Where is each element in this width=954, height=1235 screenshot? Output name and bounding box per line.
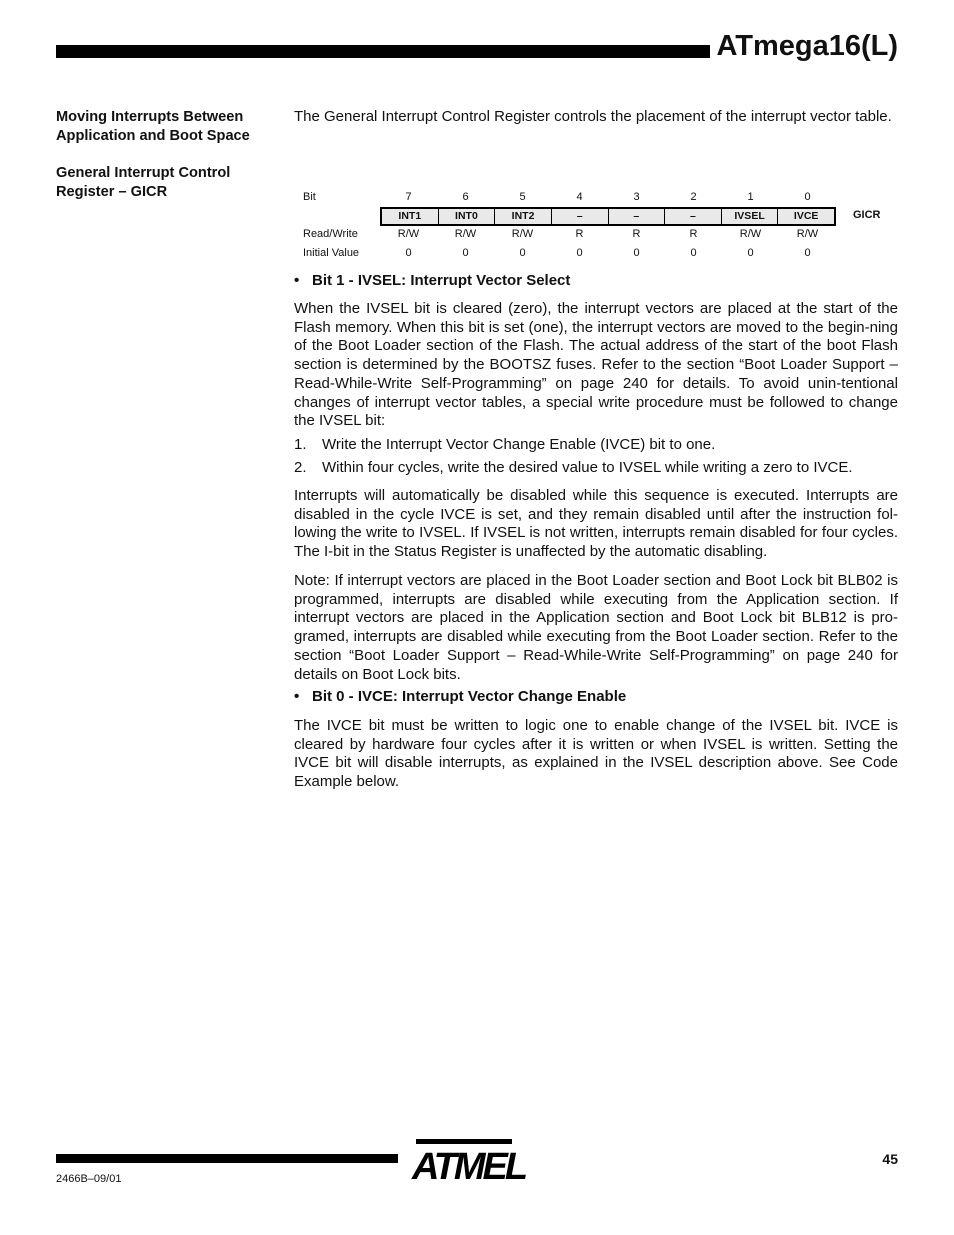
footer-rule: [56, 1154, 398, 1163]
bullet-ivsel: [294, 272, 570, 291]
bit-number: 3: [633, 191, 640, 203]
ivce-paragraph: The IVCE bit must be written to logic one to enable change of the IVSEL bit. IVCE is cleared by hardware four cycles after it is written or when IVSEL is written. Setting the IVCE bit will disable interrupts, as explained in the IVSEL description above. See Code Example below.: [294, 717, 898, 791]
bit-access: R: [689, 228, 698, 240]
note-paragraph: Note: If interrupt vectors are placed in the Boot Loader section and Boot Lock bit BLB02 is programmed, interrupts are disabled while executing from the Application section. If interrupt vectors are placed in the Application section and Boot Lock bit BLB12 is pro-gramed, interrupts are disabled while executing from the Boot Loader section. Refer to the section “Boot Loader Support – Read-While-Write Self-Programming” on page 240 for details on Boot Lock bits.: [294, 572, 898, 683]
bit-initial-value: 0: [690, 247, 697, 259]
header-rule: [56, 45, 710, 58]
bit-initial-value: 0: [633, 247, 640, 259]
bit-access: R/W: [511, 228, 534, 240]
disable-paragraph: Interrupts will automatically be disabled while this sequence is executed. Interrupts are disabled in the cycle IVCE is set, and they remain disabled until after the instruction fol-lowing the write to IVSEL. If IVSEL is not written, interrupts remain disabled for four cycles. The I-bit in the Status Register is unaffected by the automatic disabling.: [294, 487, 898, 561]
bit-number: 2: [690, 191, 697, 203]
bit-access: R/W: [796, 228, 819, 240]
bit-initial-value: 0: [462, 247, 469, 259]
bit-initial-value: 0: [576, 247, 583, 259]
list-item: [294, 436, 898, 455]
bullet-dot: •: [294, 272, 300, 289]
bit-access: R: [575, 228, 584, 240]
list-text: Within four cycles, write the desired value to IVSEL while writing a zero to IVCE.: [322, 459, 853, 476]
row-label-initial-value: Initial Value: [303, 247, 360, 259]
bit-number: 6: [462, 191, 469, 203]
register-bit-name: INT2: [495, 209, 552, 224]
intro-paragraph: The General Interrupt Control Register controls the placement of the interrupt vector table.: [294, 108, 892, 125]
row-label-bit: Bit: [303, 191, 316, 203]
bit-initial-value: 0: [747, 247, 754, 259]
bullet-ivce: [294, 688, 626, 707]
section-heading-gicr: General Interrupt Control Register – GICR: [56, 165, 231, 200]
register-bit-name: INT0: [439, 209, 496, 224]
bit-access: R/W: [739, 228, 762, 240]
bullet-ivsel-title: Bit 1 - IVSEL: Interrupt Vector Select: [312, 272, 571, 289]
register-bit-name: –: [665, 209, 722, 224]
page-number: 45: [882, 1151, 898, 1167]
bit-access: R/W: [454, 228, 477, 240]
bit-initial-value: 0: [405, 247, 412, 259]
row-label-read-write: Read/Write: [303, 228, 358, 240]
ivsel-paragraph: When the IVSEL bit is cleared (zero), the interrupt vectors are placed at the start of the Flash memory. When this bit is set (one), the interrupt vectors are moved to the begin-ning of the Boot Loader section of the Flash. The actual address of the start of the boot Flash section is determined by the BOOTSZ fuses. Refer to the section “Boot Loader Support – Read-While-Write Self-Programming” on page 240 for details. To avoid unin-tentional changes of interrupt vector tables, a special write procedure must be followed to change the IVSEL bit:: [294, 300, 898, 430]
page-title: ATmega16(L): [716, 30, 898, 62]
bit-initial-value: 0: [804, 247, 811, 259]
register-bit-name: IVCE: [793, 210, 819, 222]
section-heading-moving-interrupts: Moving Interrupts Between Application and Boot Space: [56, 109, 250, 144]
register-bit-name: INT1: [382, 209, 439, 224]
register-bit-name: IVSEL: [722, 209, 779, 224]
document-id: 2466B–09/01: [56, 1173, 122, 1185]
bullet-dot: •: [294, 688, 300, 705]
list-item: [294, 459, 898, 478]
atmel-logo-text: ATMEL: [412, 1146, 526, 1188]
atmel-logo: [408, 1135, 526, 1188]
bit-number: 0: [804, 191, 811, 203]
bit-number: 7: [405, 191, 412, 203]
bullet-ivce-title: Bit 0 - IVCE: Interrupt Vector Change Enable: [312, 688, 627, 705]
list-number: 2.: [294, 459, 307, 476]
bit-number: 1: [747, 191, 754, 203]
register-bit-name: –: [609, 209, 666, 224]
bit-access: R/W: [397, 228, 420, 240]
register-bit-names: [380, 207, 836, 226]
list-text: Write the Interrupt Vector Change Enable (IVCE) bit to one.: [322, 436, 716, 453]
bit-initial-value: 0: [519, 247, 526, 259]
bit-number: 4: [576, 191, 583, 203]
register-name: GICR: [853, 209, 881, 221]
bit-access: R: [632, 228, 641, 240]
list-number: 1.: [294, 436, 307, 453]
bit-number: 5: [519, 191, 526, 203]
register-bit-name: –: [552, 209, 609, 224]
